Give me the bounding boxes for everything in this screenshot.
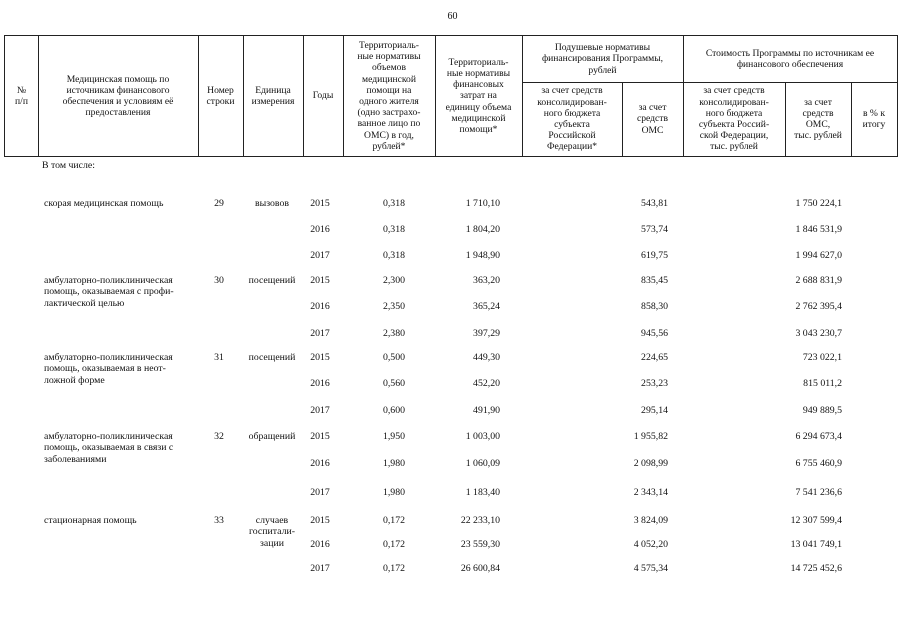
- year-cell: 2016: [310, 378, 330, 389]
- per-capita-oms-cell: 4 575,34: [633, 563, 668, 574]
- cost-cell: 449,30: [473, 352, 500, 363]
- year-cell: 2017: [310, 563, 330, 574]
- volume-cell: 0,318: [382, 250, 405, 261]
- year-cell: 2017: [310, 250, 330, 261]
- header-row-number: № п/п: [15, 84, 28, 107]
- cost-cell: 452,20: [473, 378, 500, 389]
- volume-cell: 0,500: [382, 352, 405, 363]
- cost-cell: 1 183,40: [465, 487, 500, 498]
- year-cell: 2015: [310, 198, 330, 209]
- year-cell: 2016: [310, 539, 330, 550]
- line-number: 30: [214, 275, 224, 286]
- per-capita-oms-cell: 3 824,09: [633, 515, 668, 526]
- year-cell: 2015: [310, 352, 330, 363]
- year-cell: 2016: [310, 458, 330, 469]
- cost-oms-cell: 7 541 236,6: [795, 487, 842, 498]
- volume-cell: 2,380: [382, 328, 405, 339]
- cost-oms-cell: 1 994 627,0: [795, 250, 842, 261]
- volume-cell: 0,318: [382, 224, 405, 235]
- header-volume-norm: Территориаль- ные нормативы объемов медицинской помощи на одного жителя (одно застрахо- ванное лицо по ОМС) в год, рублей*: [357, 39, 421, 152]
- header-cost-budget: за счет средств консолидирован- ного бюджета субъекта Россий- ской Федерации, тыс. рублей: [698, 85, 770, 153]
- cost-oms-cell: 6 294 673,4: [795, 431, 842, 442]
- per-capita-oms-cell: 1 955,82: [633, 431, 668, 442]
- cost-cell: 1 710,10: [465, 198, 500, 209]
- care-type-name: скорая медицинская помощь: [44, 198, 164, 209]
- cost-oms-cell: 949 889,5: [802, 405, 842, 416]
- unit: посещений: [248, 275, 296, 286]
- header-cost-percent: в % к итогу: [862, 107, 886, 130]
- cost-cell: 1 003,00: [465, 431, 500, 442]
- page-number: 60: [447, 11, 458, 22]
- unit: посещений: [248, 352, 296, 363]
- care-type-name: амбулаторно-поликлиническая помощь, оказываемая с профи- лактической целью: [44, 275, 174, 309]
- per-capita-oms-cell: 2 098,99: [633, 458, 668, 469]
- line-number: 29: [214, 198, 224, 209]
- per-capita-oms-cell: 253,23: [641, 378, 668, 389]
- volume-cell: 0,600: [382, 405, 405, 416]
- unit: обращений: [248, 431, 296, 442]
- year-cell: 2016: [310, 224, 330, 235]
- unit: случаев госпитали- зации: [249, 515, 295, 549]
- header-cost-oms: за счет средств ОМС, тыс. рублей: [794, 96, 842, 142]
- per-capita-oms-cell: 835,45: [641, 275, 668, 286]
- header-program-cost-group: Стоимость Программы по источникам ее финансового обеспечения: [705, 47, 875, 70]
- per-capita-oms-cell: 619,75: [641, 250, 668, 261]
- header-care-type: Медицинская помощь по источникам финансового обеспечения и условиям её предоставления: [62, 73, 174, 119]
- cost-oms-cell: 1 750 224,1: [795, 198, 842, 209]
- volume-cell: 0,172: [382, 515, 405, 526]
- year-cell: 2017: [310, 328, 330, 339]
- per-capita-oms-cell: 858,30: [641, 301, 668, 312]
- cost-oms-cell: 2 688 831,9: [795, 275, 842, 286]
- cost-oms-cell: 723 022,1: [802, 352, 842, 363]
- per-capita-oms-cell: 4 052,20: [633, 539, 668, 550]
- cost-oms-cell: 3 043 230,7: [795, 328, 842, 339]
- cost-cell: 397,29: [473, 328, 500, 339]
- volume-cell: 2,350: [382, 301, 405, 312]
- cost-oms-cell: 6 755 460,9: [795, 458, 842, 469]
- header-per-capita-group: Подушевые нормативы финансирования Программы, рублей: [541, 42, 664, 76]
- volume-cell: 0,172: [382, 539, 405, 550]
- cost-oms-cell: 14 725 452,6: [790, 563, 842, 574]
- cost-cell: 363,20: [473, 275, 500, 286]
- per-capita-oms-cell: 573,74: [641, 224, 668, 235]
- subheading: В том числе:: [42, 160, 95, 171]
- volume-cell: 1,980: [382, 458, 405, 469]
- cost-cell: 26 600,84: [460, 563, 500, 574]
- cost-oms-cell: 1 846 531,9: [795, 224, 842, 235]
- header-years: Годы: [312, 90, 334, 102]
- line-number: 31: [214, 352, 224, 363]
- care-type-name: стационарная помощь: [44, 515, 137, 526]
- year-cell: 2017: [310, 405, 330, 416]
- year-cell: 2017: [310, 487, 330, 498]
- per-capita-oms-cell: 945,56: [641, 328, 668, 339]
- volume-cell: 2,300: [382, 275, 405, 286]
- per-capita-oms-cell: 543,81: [641, 198, 668, 209]
- header-line-number: Номер строки: [206, 84, 235, 107]
- header-cost-norm: Территориаль- ные нормативы финансовых затрат на единицу объема медицинской помощи*: [445, 56, 512, 135]
- line-number: 32: [214, 431, 224, 442]
- header-per-capita-budget: за счет средств консолидирован- ного бюджета субъекта Российской Федерации*: [537, 85, 607, 153]
- year-cell: 2015: [310, 515, 330, 526]
- cost-cell: 1 948,90: [465, 250, 500, 261]
- cost-oms-cell: 13 041 749,1: [790, 539, 842, 550]
- cost-cell: 1 804,20: [465, 224, 500, 235]
- care-type-name: амбулаторно-поликлиническая помощь, оказываемая в связи с заболеваниями: [44, 431, 174, 465]
- cost-cell: 491,90: [473, 405, 500, 416]
- volume-cell: 0,172: [382, 563, 405, 574]
- cost-cell: 1 060,09: [465, 458, 500, 469]
- header-unit: Единица измерения: [251, 84, 295, 107]
- per-capita-oms-cell: 224,65: [641, 352, 668, 363]
- year-cell: 2015: [310, 431, 330, 442]
- table-header: [4, 35, 898, 157]
- cost-oms-cell: 2 762 395,4: [795, 301, 842, 312]
- line-number: 33: [214, 515, 224, 526]
- year-cell: 2016: [310, 301, 330, 312]
- care-type-name: амбулаторно-поликлиническая помощь, оказываемая в неот- ложной форме: [44, 352, 173, 386]
- volume-cell: 1,980: [382, 487, 405, 498]
- volume-cell: 1,950: [382, 431, 405, 442]
- cost-cell: 22 233,10: [460, 515, 500, 526]
- per-capita-oms-cell: 295,14: [641, 405, 668, 416]
- cost-oms-cell: 815 011,2: [803, 378, 842, 389]
- volume-cell: 0,318: [382, 198, 405, 209]
- cost-oms-cell: 12 307 599,4: [790, 515, 842, 526]
- unit: вызовов: [254, 198, 289, 209]
- volume-cell: 0,560: [382, 378, 405, 389]
- year-cell: 2015: [310, 275, 330, 286]
- cost-cell: 23 559,30: [460, 539, 500, 550]
- header-per-capita-oms: за счет средств ОМС: [636, 102, 669, 136]
- per-capita-oms-cell: 2 343,14: [633, 487, 668, 498]
- cost-cell: 365,24: [473, 301, 500, 312]
